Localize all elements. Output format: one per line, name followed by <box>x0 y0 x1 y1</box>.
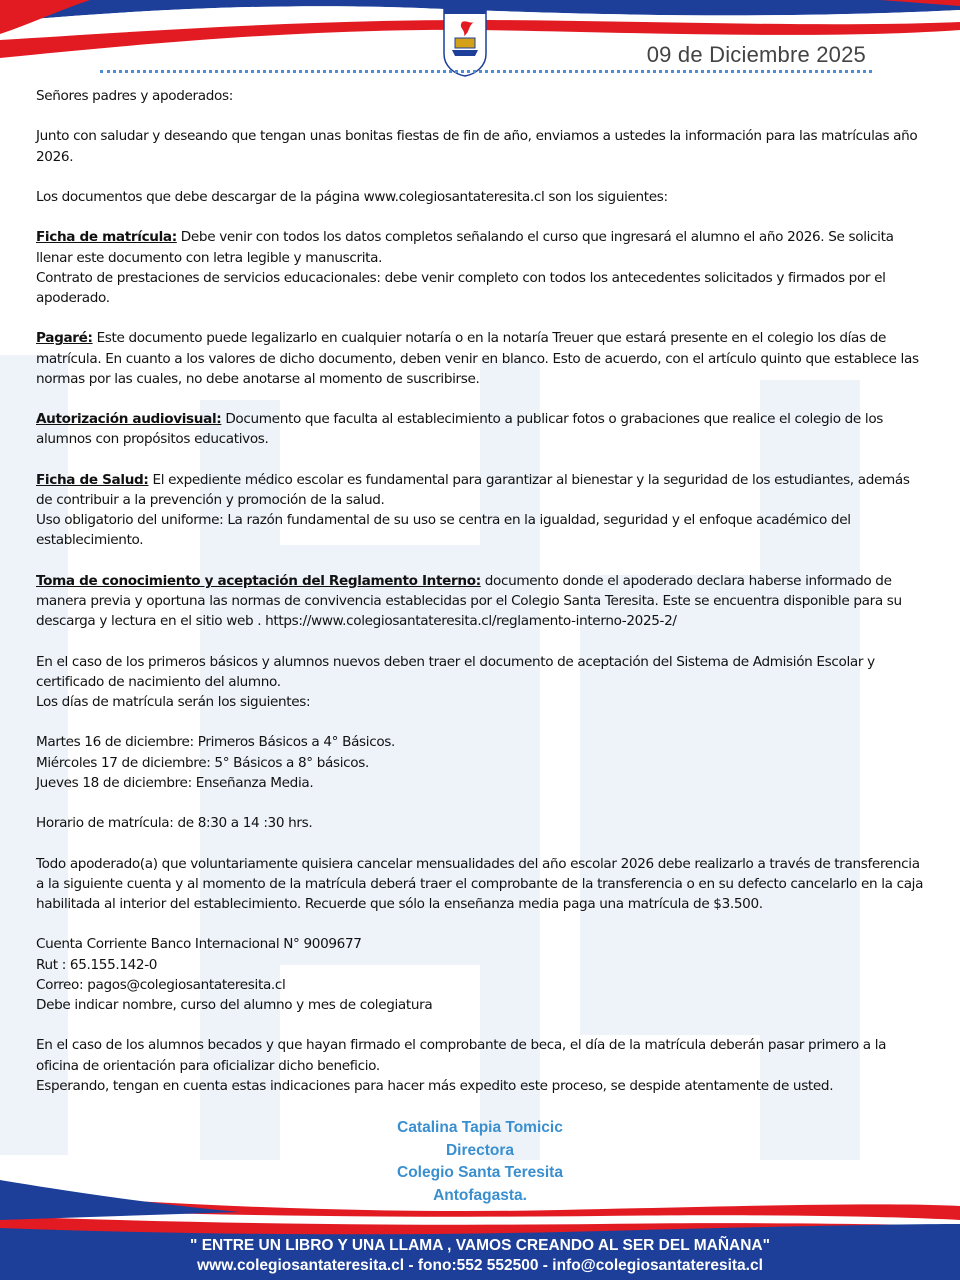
salud-label: Ficha de Salud: <box>36 471 149 488</box>
uniforme-paragraph: Uso obligatorio del uniforme: La razón fundamental de su uso se centra en la igualdad, seguridad y el enfoque académico del establecimiento. <box>36 512 851 549</box>
rut: Rut : 65.155.142-0 <box>36 956 158 973</box>
signature-role: Directora <box>445 1141 515 1159</box>
cuenta-corriente: Cuenta Corriente Banco Internacional N° 9009677 <box>36 936 362 953</box>
audiovisual-label: Autorización audiovisual: <box>36 411 222 428</box>
signature-city: Antofagasta. <box>433 1186 527 1204</box>
audiovisual-paragraph <box>36 409 928 449</box>
contrato-paragraph: Contrato de prestaciones de servicios educacionales: debe venir completo con todos los antecedentes solicitados y firmados por el apoderado. <box>36 269 886 306</box>
correo: Correo: pagos@colegiosantateresita.cl <box>36 976 286 993</box>
signature-name: Catalina Tapia Tomicic <box>397 1119 563 1136</box>
primeros-basicos-paragraph: En el caso de los primeros básicos y alumnos nuevos deben traer el documento de aceptación del Sistema de Admisión Escolar y certificado de nacimiento del alumno. <box>36 653 875 690</box>
ficha-matricula-label: Ficha de matrícula: <box>36 229 177 246</box>
documents-intro: Los documentos que debe descargar de la página www.colegiosantateresita.cl son los siguientes: <box>36 188 668 205</box>
dia-martes: Martes 16 de diciembre: Primeros Básicos a 4° Básicos. <box>36 734 395 751</box>
header-divider <box>100 70 872 73</box>
ficha-matricula-text: Debe venir con todos los datos completos señalando el curso que ingresará el alumno el año 2026. Se solicita llenar este documento con letra legible y manuscrita. <box>36 229 894 266</box>
pagare-paragraph <box>36 328 928 389</box>
footer-motto: " ENTRE UN LIBRO Y UNA LLAMA , VAMOS CREANDO AL SER DEL MAÑANA" <box>190 1237 770 1254</box>
dias-intro: Los días de matrícula serán los siguientes: <box>36 693 311 710</box>
footer <box>0 1236 960 1276</box>
audiovisual-text: Documento que faculta al establecimiento a publicar fotos o grabaciones que realice el colegio de los alumnos con propósitos educativos. <box>36 411 884 448</box>
signature-school: Colegio Santa Teresita <box>397 1164 563 1181</box>
becados-paragraph: En el caso de los alumnos becados y que hayan firmado el comprobante de beca, el día de la matrícula deberán pasar primero a la oficina de orientación para oficializar dicho beneficio. <box>36 1037 887 1074</box>
intro-paragraph: Junto con saludar y deseando que tengan unas bonitas fiestas de fin de año, enviamos a ustedes la información para las matrículas año 2026. <box>36 128 918 165</box>
signature-block <box>330 1117 630 1207</box>
footer-contact: www.colegiosantateresita.cl - fono:552 552500 - info@colegiosantateresita.cl <box>197 1257 763 1274</box>
reglamento-label: Toma de conocimiento y aceptación del Reglamento Interno: <box>36 572 481 589</box>
mensualidades-paragraph: Todo apoderado(a) que voluntariamente quisiera cancelar mensualidades del año escolar 2026 debe realizarlo a través de transferencia a la siguiente cuenta y al momento de la matrícula deberá traer el comprobante de la transferencia o en su defecto cancelarlo en la caja habilitada al interior del establecimiento. Recuerde que sólo la enseñanza media paga una matrícula de $3.500. <box>36 855 924 912</box>
ficha-matricula-paragraph <box>36 227 928 267</box>
school-logo <box>440 0 490 78</box>
despedida: Esperando, tengan en cuenta estas indicaciones para hacer más expedito este proceso, se despide atentamente de usted. <box>36 1077 834 1094</box>
pagare-label: Pagaré: <box>36 330 93 347</box>
reglamento-paragraph <box>36 571 928 632</box>
greeting: Señores padres y apoderados: <box>36 88 233 104</box>
salud-paragraph <box>36 470 928 510</box>
dia-miercoles: Miércoles 17 de diciembre: 5° Básicos a 8° básicos. <box>36 754 369 771</box>
indicar-nota: Debe indicar nombre, curso del alumno y mes de colegiatura <box>36 996 433 1013</box>
letter-body <box>36 86 928 1096</box>
horario: Horario de matrícula: de 8:30 a 14 :30 hrs. <box>36 815 313 832</box>
dia-jueves: Jueves 18 de diciembre: Enseñanza Media. <box>36 774 314 791</box>
salud-text: El expediente médico escolar es fundamental para garantizar al bienestar y la seguridad de los estudiantes, además de contribuir a la prevención y promoción de la salud. <box>36 471 910 508</box>
reglamento-text: documento donde el apoderado declara haberse informado de manera previa y oportuna las normas de convivencia establecidas por el Colegio Santa Teresita. Este se encuentra disponible para su descarga y lectura en el sitio web . https://www.colegiosantateresita.cl/reglamento-interno-2025-2/ <box>36 572 902 630</box>
pagare-text: Este documento puede legalizarlo en cualquier notaría o en la notaría Treuer que estará presente en el colegio los días de matrícula. En cuanto a los valores de dicho documento, deben venir en blanco. Esto de acuerdo, con el artículo quinto que establece las normas por las cuales, no debe anotarse al momento de suscribirse. <box>36 330 919 387</box>
letter-date: 09 de Diciembre 2025 <box>646 42 866 67</box>
